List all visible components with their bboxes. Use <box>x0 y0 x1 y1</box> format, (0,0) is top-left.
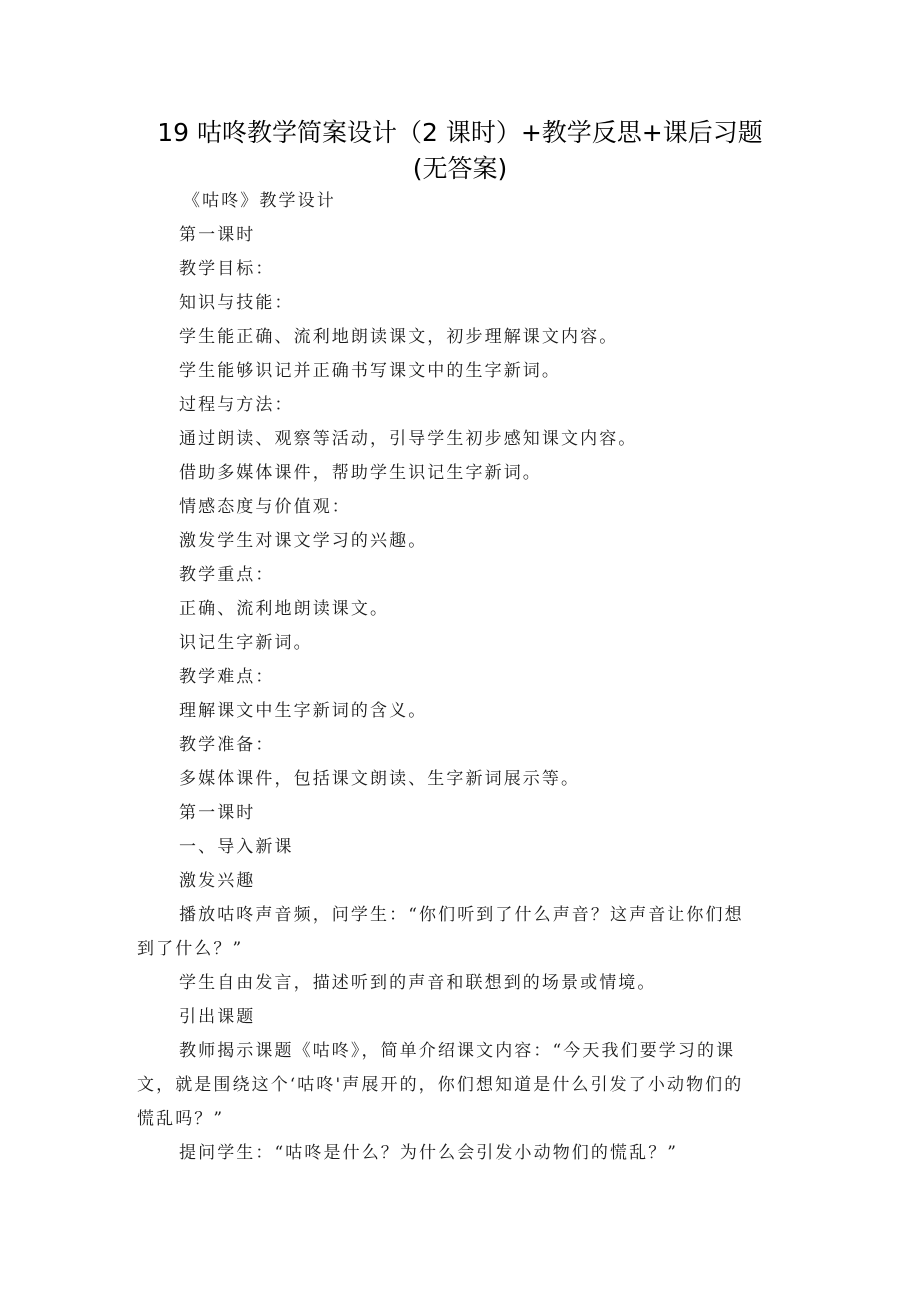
paragraph-line: 第一课时 <box>179 803 256 823</box>
paragraph-line: 引出课题 <box>179 1007 256 1027</box>
section-heading: 《咕咚》教学设计 <box>183 191 336 211</box>
paragraph-line: 激发学生对课文学习的兴趣。 <box>179 531 428 551</box>
paragraph-line: 教师揭示课题《咕咚》，简单介绍课文内容：“今天我们要学习的课 <box>179 1041 736 1061</box>
paragraph-line: 教学重点： <box>179 565 275 585</box>
paragraph-line: 借助多媒体课件，帮助学生识记生字新词。 <box>179 463 542 483</box>
document-title-subtitle: (无答案) <box>412 154 508 183</box>
paragraph-line: 教学难点： <box>179 667 275 687</box>
paragraph-line: 到了什么？” <box>137 939 244 959</box>
paragraph-line: 知识与技能： <box>179 293 294 313</box>
document-title: 19 咕咚教学简案设计（2 课时）+教学反思+课后习题 <box>157 118 763 147</box>
paragraph-line: 正确、流利地朗读课文。 <box>179 599 390 619</box>
paragraph-line: 理解课文中生字新词的含义。 <box>179 701 428 721</box>
paragraph-line: 过程与方法： <box>179 395 294 415</box>
paragraph-line: 教学目标： <box>179 259 275 279</box>
paragraph-line: 教学准备： <box>179 735 275 755</box>
paragraph-line: 播放咕咚声音频，问学生：“你们听到了什么声音？这声音让你们想 <box>179 905 744 925</box>
paragraph-line: 学生自由发言，描述听到的声音和联想到的场景或情境。 <box>179 973 657 993</box>
paragraph-line: 情感态度与价值观： <box>179 497 351 517</box>
paragraph-line: 通过朗读、观察等活动，引导学生初步感知课文内容。 <box>179 429 638 449</box>
paragraph-line: 第一课时 <box>179 225 256 245</box>
paragraph-line: 提问学生：“咕咚是什么？为什么会引发小动物们的慌乱？” <box>179 1143 679 1163</box>
paragraph-line: 学生能够识记并正确书写课文中的生字新词。 <box>179 361 561 381</box>
paragraph-line: 激发兴趣 <box>179 871 256 891</box>
paragraph-line: 学生能正确、流利地朗读课文，初步理解课文内容。 <box>179 327 619 347</box>
paragraph-line: 识记生字新词。 <box>179 633 313 653</box>
paragraph-line: 一、导入新课 <box>179 837 294 857</box>
paragraph-line: 慌乱吗？” <box>137 1109 225 1129</box>
paragraph-line: 文，就是围绕这个‘咕咚'声展开的，你们想知道是什么引发了小动物们的 <box>137 1075 744 1095</box>
paragraph-line: 多媒体课件，包括课文朗读、生字新词展示等。 <box>179 769 581 789</box>
